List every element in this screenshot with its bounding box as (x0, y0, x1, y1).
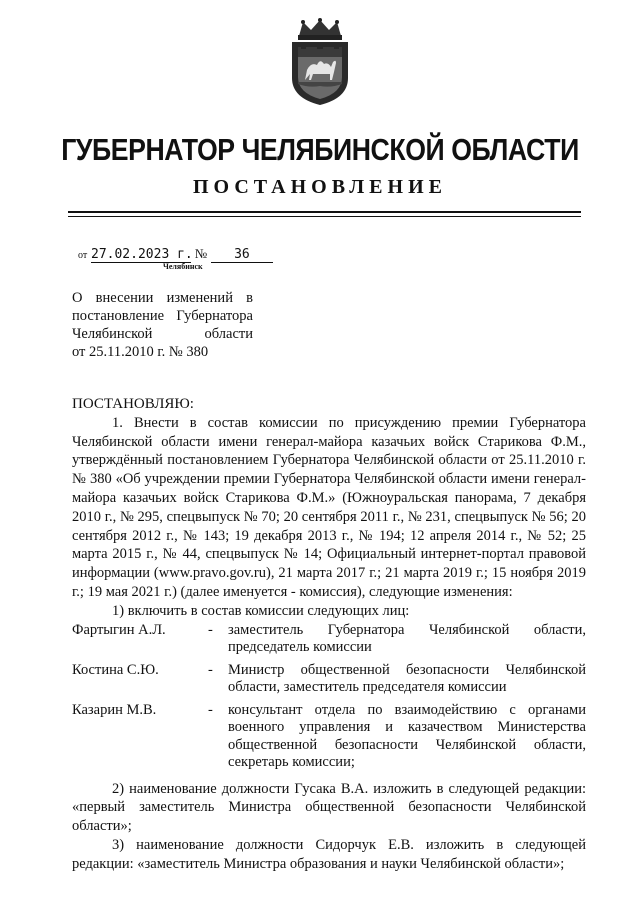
header-divider-thin (68, 216, 581, 217)
member-dash: - (208, 701, 213, 718)
document-type-title: ПОСТАНОВЛЕНИЕ (193, 176, 447, 198)
subject-line: от 25.11.2010 г. № 380 (72, 344, 209, 360)
document-date: 27.02.2023 г. (91, 247, 193, 262)
date-prefix: от (78, 250, 88, 261)
member-role: Министр общественной безопасности Челябинской области, заместитель председателя комиссии (228, 661, 586, 696)
member-name: Фартыгин А.Л. (72, 621, 166, 638)
document-city: Челябинск (163, 262, 203, 271)
item-3: 3) наименование должности Сидорчук Е.В. изложить в следующей редакции: «заместитель Министра образования и науки Челябинской области»; (72, 836, 586, 872)
subject-line: Челябинской области (72, 326, 253, 342)
date-number-row (78, 246, 273, 263)
header-divider-thick (68, 211, 581, 213)
member-role: заместитель Губернатора Челябинской области, председатель комиссии (228, 621, 586, 656)
number-prefix: № (194, 246, 208, 261)
member-role: консультант отдела по взаимодействию с органами военного управления и казачеством Министерства общественной безопасности Челябинской области, секретарь комиссии; (228, 701, 586, 771)
document-subject (72, 289, 253, 361)
member-dash: - (208, 621, 213, 638)
resolution-heading: ПОСТАНОВЛЯЮ: (72, 396, 194, 412)
item-2: 2) наименование должности Гусака В.А. изложить в следующей редакции: «первый заместитель Министра общественной безопасности Челябинской области»; (72, 780, 586, 835)
members-table (72, 622, 586, 777)
member-name: Костина С.Ю. (72, 661, 159, 678)
table-row (72, 702, 586, 777)
governor-title: ГУБЕРНАТОР ЧЕЛЯБИНСКОЙ ОБЛАСТИ (61, 132, 579, 167)
document-number: 36 (211, 248, 273, 263)
subject-line: постановление Губернатора (72, 308, 253, 324)
document-body (72, 395, 586, 874)
table-row (72, 662, 586, 702)
paragraph-1: 1. Внести в состав комиссии по присуждению премии Губернатора Челябинской области имени генерал-майора казачьих войск Старикова Ф.М., утверждённый постановлением Губернатора Челябинской области от 25.11.2010 г. № 380 «Об учреждении премии Губернатора Челябинской области имени генерал-майора казачьих войск Старикова Ф.М.» (Южноуральская панорама, 7 декабря 2010 г., № 295, спецвыпуск № 70; 20 сентября 2011 г., № 231, спецвыпуск № 56; 20 сентября 2012 г., № 143; 19 декабря 2013 г., № 194; 12 апреля 2014 г., № 52; 25 марта 2015 г., № 44, спецвыпуск № 14; Официальный интернет-портал правовой информации (www.pravo.gov.ru), 21 марта 2017 г.; 21 марта 2019 г.; 15 ноября 2019 г.; 19 мая 2021 г.) (далее именуется - комиссия), следующие изменения: (72, 414, 586, 600)
member-name: Казарин М.В. (72, 701, 157, 718)
subject-line: О внесении изменений в (72, 290, 253, 306)
item-1: 1) включить в состав комиссии следующих лиц: (112, 602, 410, 619)
table-row (72, 622, 586, 662)
chelyabinsk-coat-of-arms-icon (287, 18, 353, 106)
member-dash: - (208, 661, 213, 678)
